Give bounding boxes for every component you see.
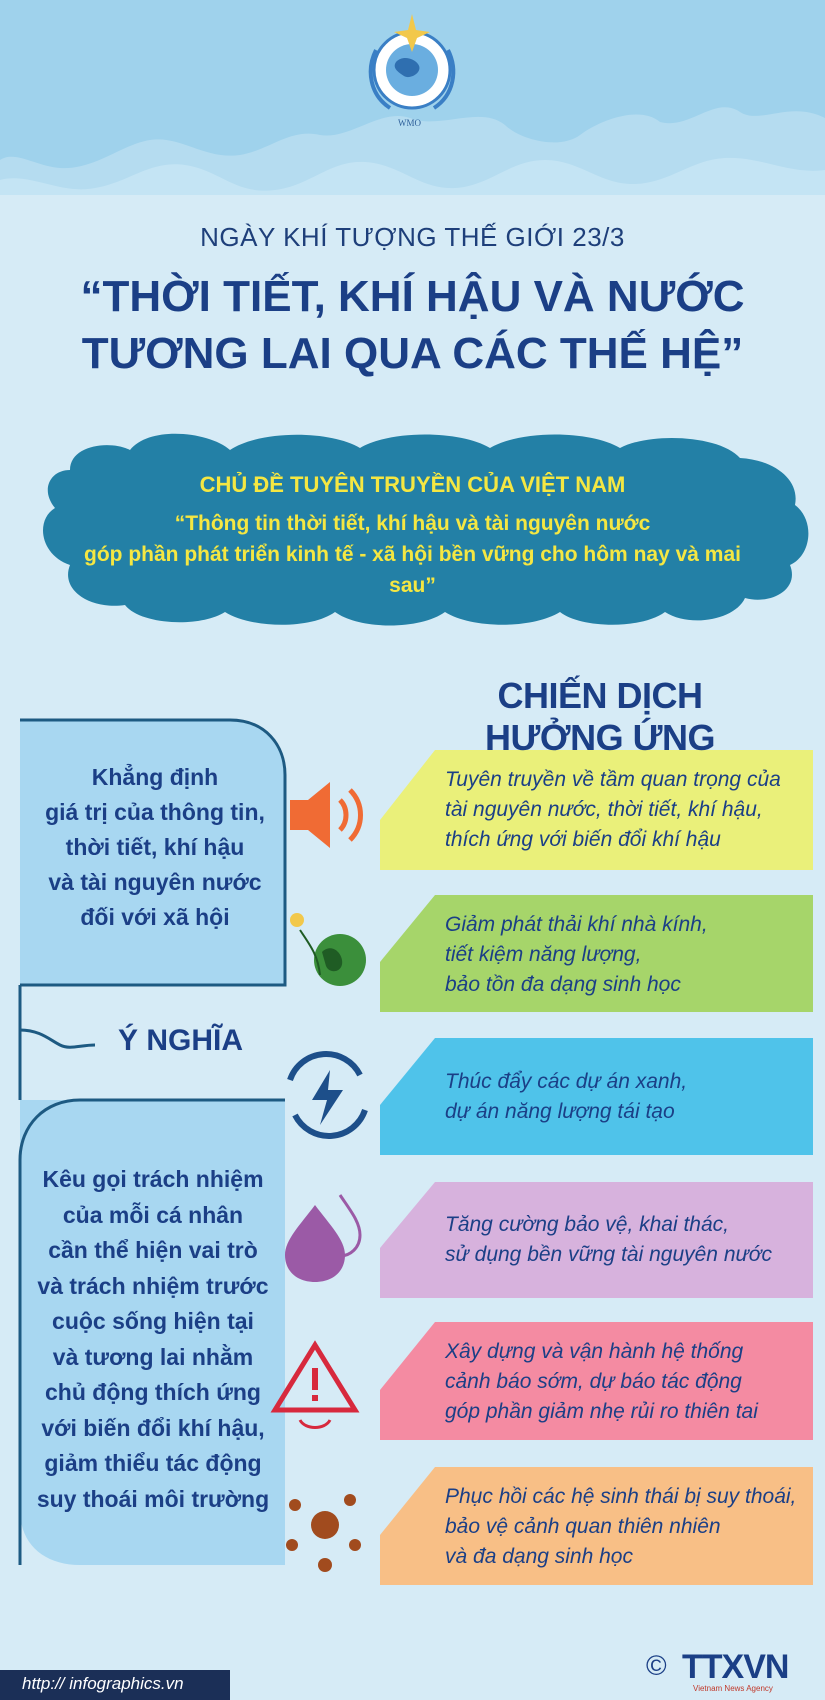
action-line: Giảm phát thải khí nhà kính,	[445, 913, 708, 936]
action-item-5	[445, 1337, 815, 1427]
meaning-box-2-line: cuộc sống hiện tại	[52, 1308, 254, 1334]
campaign-heading: CHIẾN DỊCH HƯỞNG ỨNG	[485, 675, 715, 758]
meaning-box-2-line: suy thoái môi trường	[36, 1485, 270, 1512]
action-item-6	[445, 1482, 815, 1572]
meaning-box-2-line: và tương lai nhằm	[52, 1343, 254, 1370]
page-title	[0, 268, 825, 382]
meaning-box-2-line: của mỗi cá nhân	[62, 1201, 244, 1228]
website-link[interactable]: http:// infographics.vn	[22, 1674, 184, 1693]
event-subtitle: NGÀY KHÍ TƯỢNG THẾ GIỚI 23/3	[200, 222, 625, 252]
action-item-1	[445, 765, 815, 855]
action-item-4	[445, 1210, 815, 1270]
meaning-box-2-line: giảm thiểu tác động	[44, 1450, 262, 1476]
action-line: Phục hồi các hệ sinh thái bị suy thoái,	[445, 1485, 797, 1508]
action-line: cảnh báo sớm, dự báo tác động	[445, 1370, 742, 1393]
action-line: sử dụng bền vững tài nguyên nước	[445, 1243, 772, 1266]
theme-line-2: góp phần phát triển kinh tế - xã hội bền vững cho hôm nay và mai sau”	[84, 543, 741, 597]
action-line: Tăng cường bảo vệ, khai thác,	[445, 1213, 730, 1236]
meaning-box-2-line: Kêu gọi trách nhiệm	[42, 1166, 264, 1192]
meaning-box-2-line: và trách nhiệm trước	[37, 1272, 269, 1299]
meaning-box-2-line: chủ động thích ứng	[45, 1379, 261, 1405]
meaning-box-2-line: với biến đổi khí hậu,	[41, 1414, 265, 1441]
action-line: và đa dạng sinh học	[445, 1545, 633, 1568]
copyright-symbol: ©	[646, 1650, 667, 1681]
action-line: tài nguyên nước, thời tiết, khí hậu,	[445, 798, 763, 821]
meaning-box-2-line: cần thể hiện vai trò	[48, 1237, 258, 1263]
brand-subtitle: Vietnam News Agency	[693, 1684, 773, 1693]
meaning-box-1	[20, 760, 290, 935]
action-item-3	[445, 1067, 815, 1127]
action-line: Xây dựng và vận hành hệ thống	[445, 1340, 744, 1363]
action-line: tiết kiệm năng lượng,	[445, 943, 642, 966]
meaning-box-1-line: Khẳng định	[91, 764, 219, 790]
action-line: Tuyên truyền về tầm quan trọng của	[445, 768, 781, 791]
meaning-box-2	[18, 1162, 288, 1517]
theme-heading: CHỦ ĐỀ TUYÊN TRUYỀN CỦA VIỆT NAM	[199, 472, 626, 497]
title-line-2: TƯƠNG LAI QUA CÁC THẾ HỆ”	[81, 329, 744, 378]
wmo-logo-text: WMO	[398, 118, 421, 128]
meaning-box-1-line: giá trị của thông tin,	[45, 799, 265, 825]
meaning-label: Ý NGHĨA	[118, 1024, 244, 1057]
action-line: bảo tồn đa dạng sinh học	[445, 973, 681, 996]
title-line-1: “THỜI TIẾT, KHÍ HẬU VÀ NƯỚC	[80, 272, 745, 321]
brand-logo: TTXVN	[682, 1648, 789, 1686]
action-line: dự án năng lượng tái tạo	[445, 1100, 675, 1123]
action-item-2	[445, 910, 815, 1000]
theme-quote	[60, 508, 765, 601]
theme-line-1: “Thông tin thời tiết, khí hậu và tài nguyên nước	[174, 512, 651, 535]
action-line: thích ứng với biến đổi khí hậu	[445, 828, 721, 851]
action-line: Thúc đẩy các dự án xanh,	[445, 1070, 688, 1093]
action-line: bảo vệ cảnh quan thiên nhiên	[445, 1515, 721, 1538]
meaning-box-1-line: thời tiết, khí hậu	[65, 834, 245, 860]
action-line: góp phần giảm nhẹ rủi ro thiên tai	[445, 1400, 758, 1423]
meaning-box-1-line: đối với xã hội	[80, 904, 230, 930]
meaning-box-1-line: và tài nguyên nước	[48, 869, 262, 895]
